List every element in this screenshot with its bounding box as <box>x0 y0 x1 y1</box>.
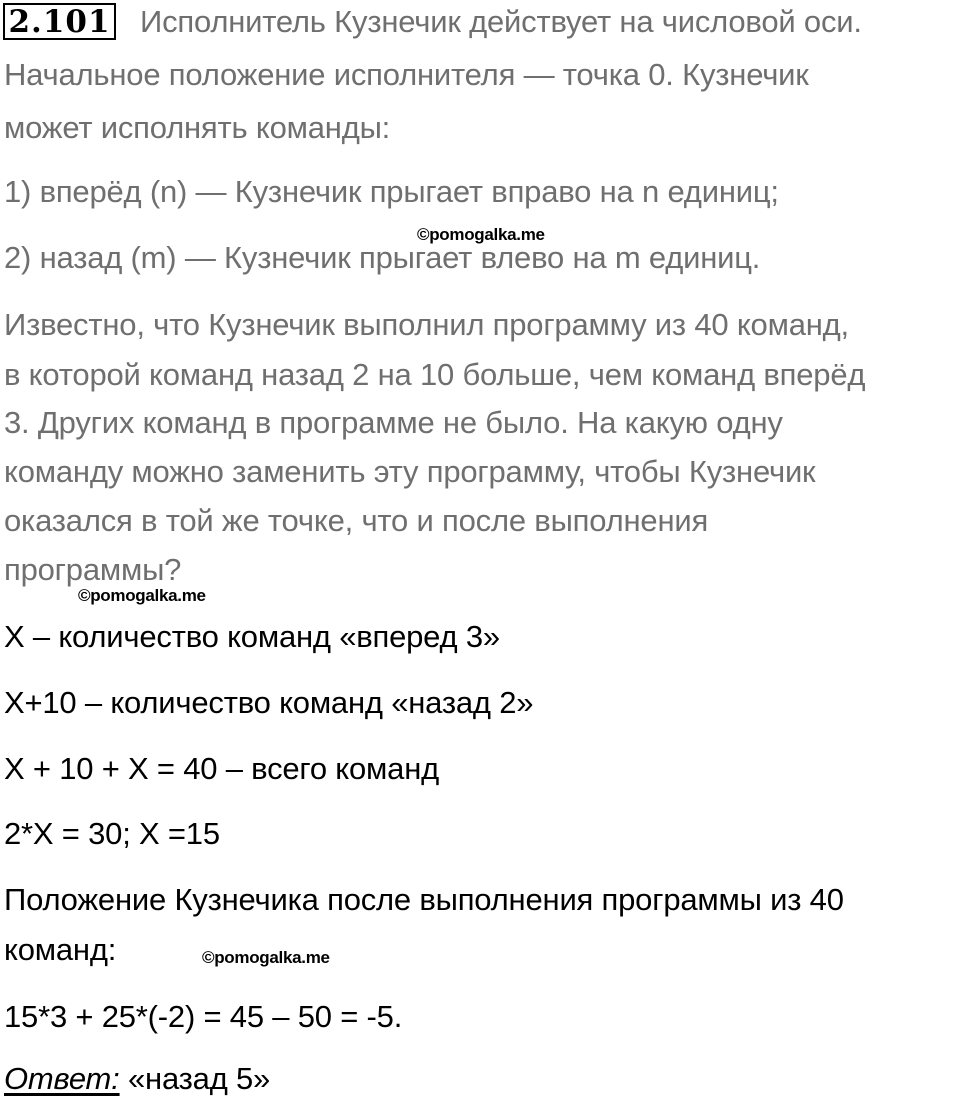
answer-label: Ответ: <box>4 1061 120 1096</box>
question-line-3: 3. Других команд в программе не было. На какую одну <box>4 405 783 440</box>
solution-line-7: 15*3 + 25*(-2) = 45 – 50 = -5. <box>4 999 403 1034</box>
question-line-6: программы? <box>4 552 182 587</box>
solution-line-1: X – количество команд «вперед 3» <box>4 619 500 654</box>
problem-number: 2.101 <box>8 3 111 40</box>
statement-line-2: Начальное положение исполнителя — точка 0. Кузнечик <box>4 57 809 92</box>
problem-number-box <box>3 3 116 40</box>
solution-line-2: X+10 – количество команд «назад 2» <box>4 685 534 720</box>
command-forward: 1) вперёд (n) — Кузнечик прыгает вправо на n единиц; <box>4 174 779 209</box>
watermark-2: ©pomogalka.me <box>78 586 206 605</box>
statement-line-3: может исполнять команды: <box>4 110 391 145</box>
watermark-1: ©pomogalka.me <box>417 225 545 244</box>
question-line-4: команду можно заменить эту программу, чтобы Кузнечик <box>4 454 816 489</box>
question-line-5: оказался в той же точке, что и после выполнения <box>4 503 709 538</box>
answer-line <box>4 1059 270 1099</box>
solution-line-3: X + 10 + X = 40 – всего команд <box>4 751 440 786</box>
watermark-3: ©pomogalka.me <box>202 948 330 967</box>
command-back: 2) назад (m) — Кузнечик прыгает влево на m единиц. <box>4 240 761 275</box>
question-line-1: Известно, что Кузнечик выполнил программу из 40 команд, <box>4 307 849 342</box>
solution-line-4: 2*X = 30; X =15 <box>4 816 220 851</box>
answer-value: «назад 5» <box>119 1061 271 1096</box>
statement-line-1: Исполнитель Кузнечик действует на числовой оси. <box>140 4 862 39</box>
solution-line-6: команд: <box>4 932 117 967</box>
question-line-2: в которой команд назад 2 на 10 больше, чем команд вперёд <box>4 357 866 392</box>
solution-line-5: Положение Кузнечика после выполнения программы из 40 <box>4 882 844 917</box>
